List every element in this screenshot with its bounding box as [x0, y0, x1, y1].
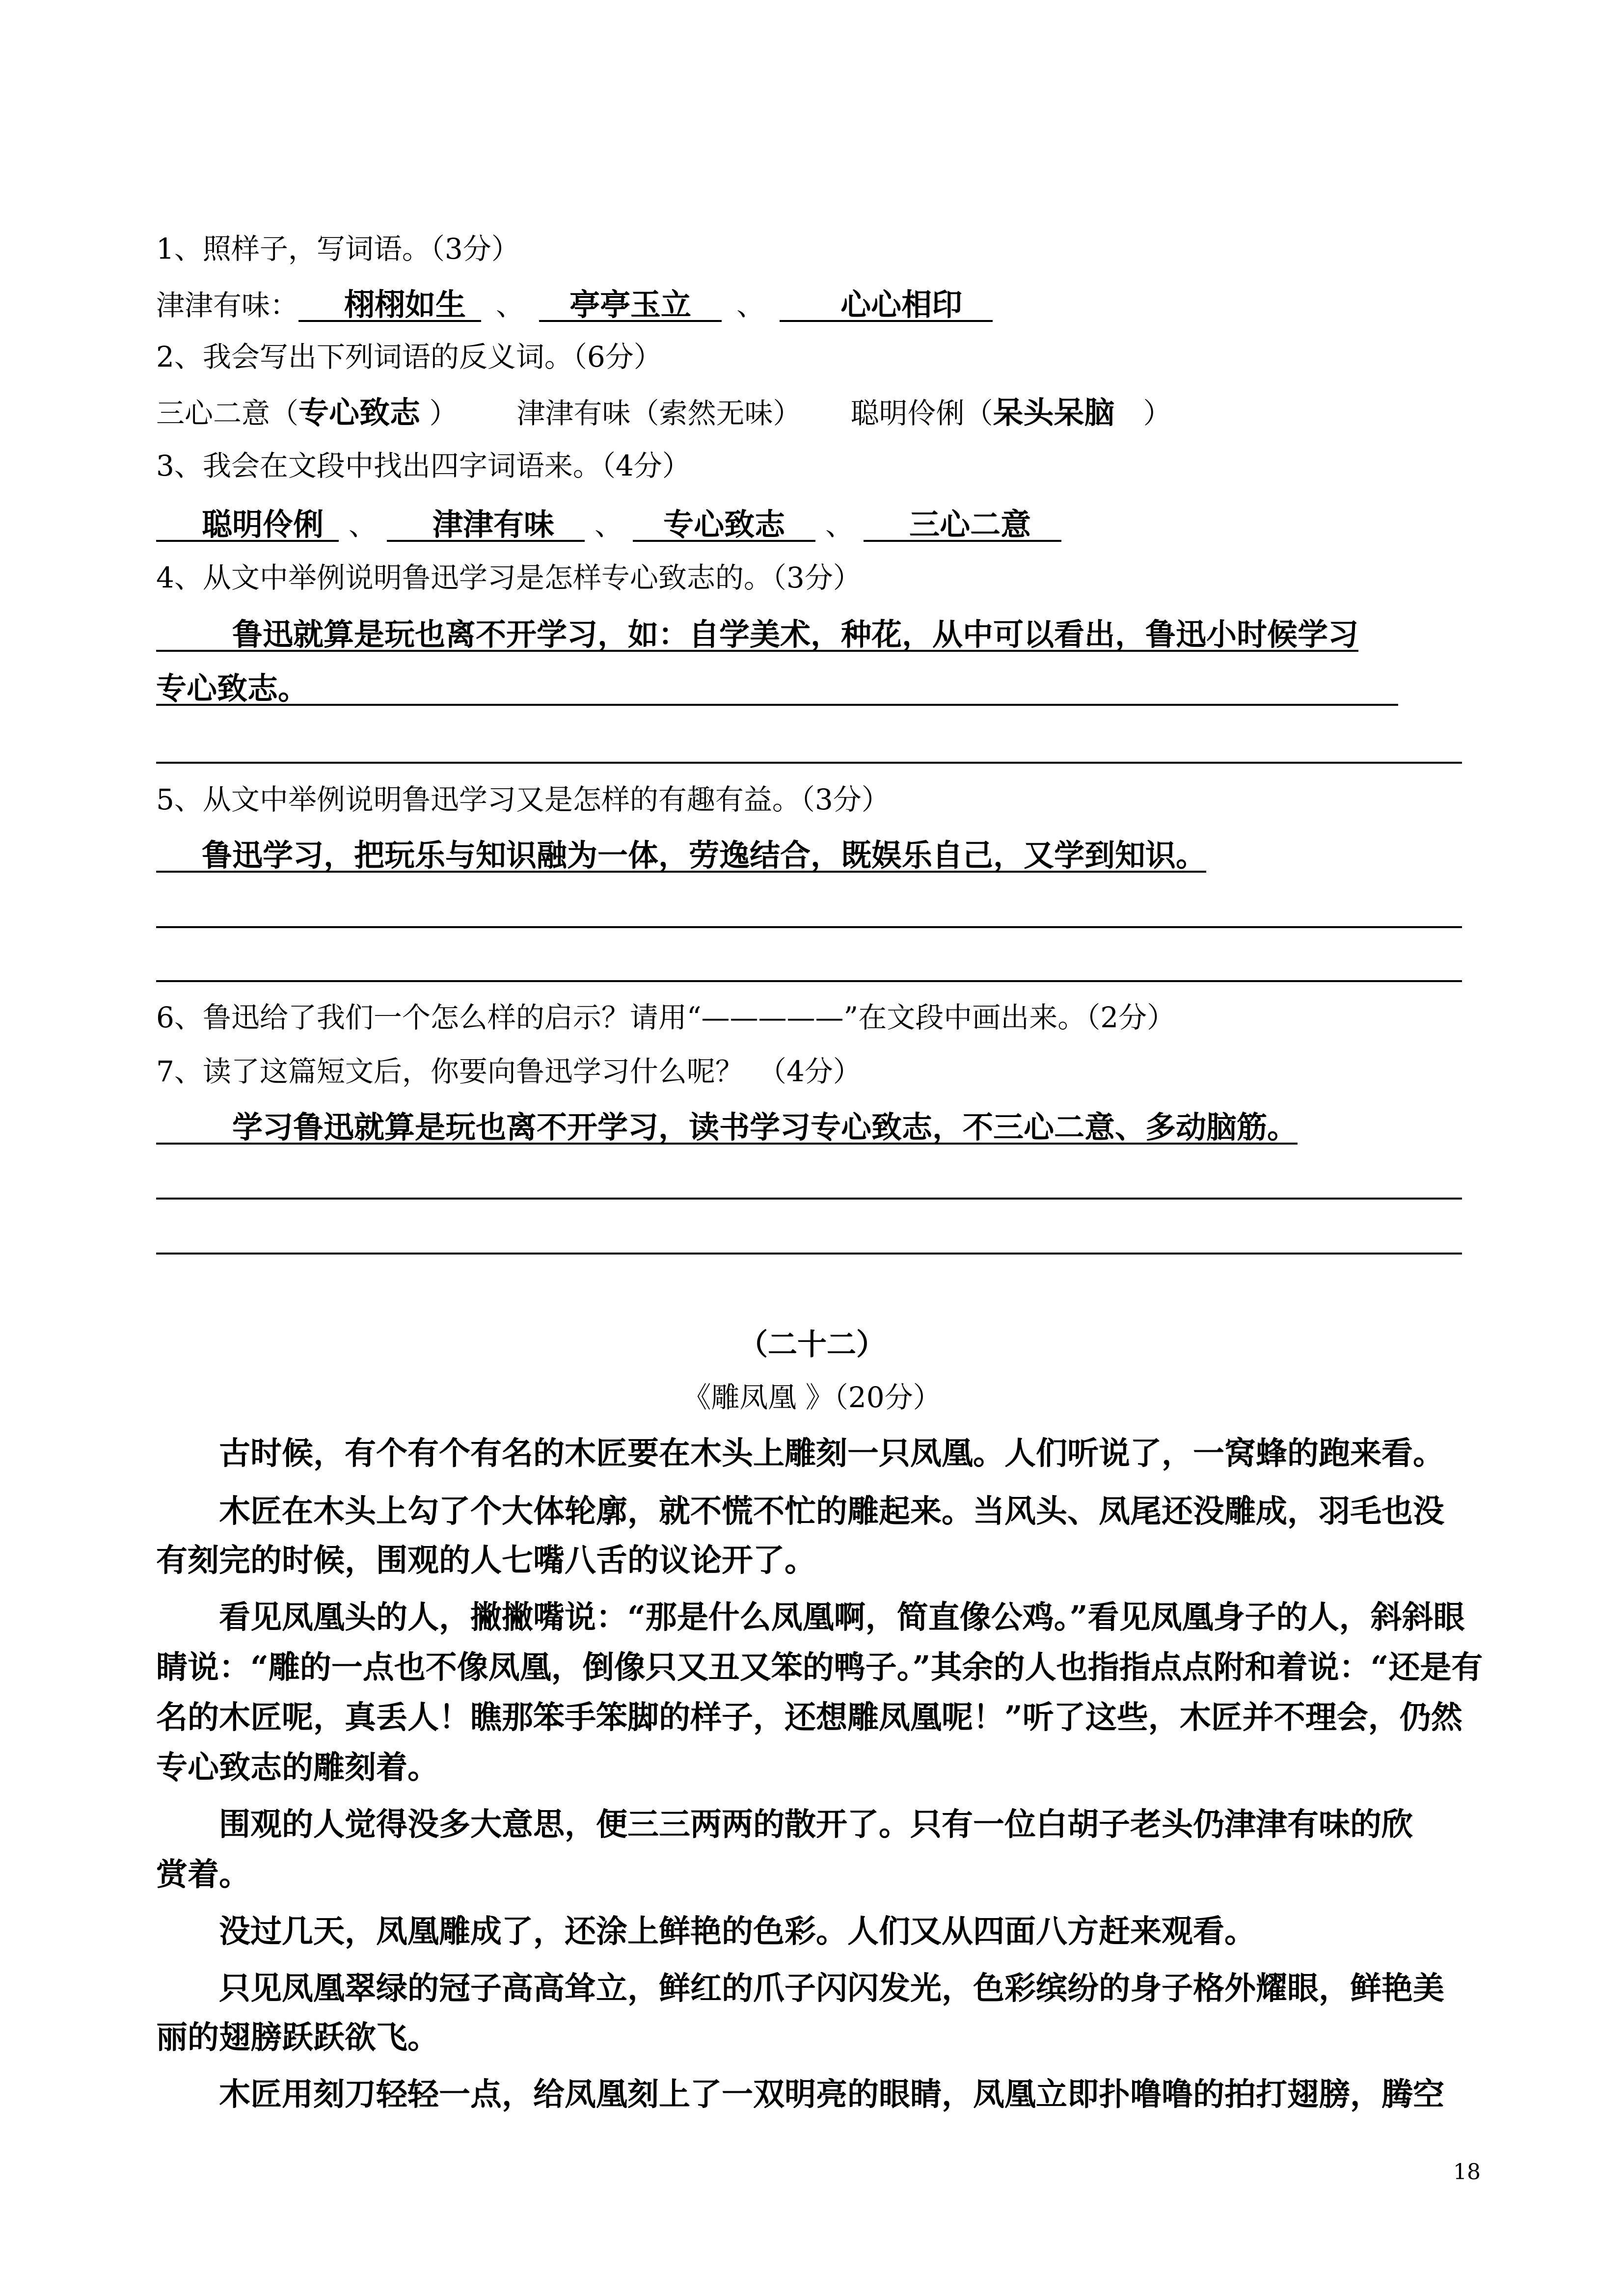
q3-answer-blank-2: 津津有味	[387, 509, 585, 542]
q7-blank-rule-1	[156, 1198, 1462, 1200]
q1-sep-1: 、	[496, 289, 525, 322]
section-title: 《雕凤凰 》（20分）	[682, 1381, 942, 1414]
q2-item-2-word: 津津有味（	[516, 397, 659, 430]
q3-sep-1: 、	[349, 508, 378, 542]
passage-line-13: 木匠用刻刀轻轻一点，给凤凰刻上了一双明亮的眼睛，凤凰立即扑噜噜的拍打翅膀，腾空	[156, 2076, 1444, 2113]
q7-blank-rule-2	[156, 1253, 1462, 1255]
q2-item-3-answer: 呆头呆脑	[993, 395, 1115, 430]
passage-line-8: 围观的人觉得没多大意思，便三三两两的散开了。只有一位白胡子老头仍津津有味的欣	[156, 1806, 1413, 1843]
q4-prompt: 4、从文中举例说明鲁迅学习是怎样专心致志的。（3分）	[156, 561, 862, 594]
passage-line-7: 专心致志的雕刻着。	[156, 1749, 439, 1786]
q3-answer-blank-1: 聪明伶俐	[156, 509, 339, 542]
q6-prompt: 6、鲁迅给了我们一个怎么样的启示？请用“—————”在文段中画出来。（2分）	[156, 1001, 1176, 1034]
passage-line-4: 看见凤凰头的人，撇撇嘴说：“那是什么凤凰啊，简直像公鸡。”看见凤凰身子的人，斜斜眼	[156, 1599, 1465, 1636]
q3-prompt: 3、我会在文段中找出四字词语来。（4分）	[156, 449, 691, 482]
q2-item-1-word: 三心二意（	[156, 397, 299, 430]
q3-sep-3: 、	[825, 508, 854, 542]
passage-line-2: 木匠在木头上勾了个大体轮廓，就不慌不忙的雕起来。当风头、凤尾还没雕成，羽毛也没	[156, 1493, 1444, 1530]
q1-sep-2: 、	[736, 289, 765, 322]
passage-line-6: 名的木匠呢，真丢人！瞧那笨手笨脚的样子，还想雕凤凰呢！”听了这些，木匠并不理会，仍然	[156, 1699, 1462, 1736]
q5-answer-line: 鲁迅学习，把玩乐与知识融为一体，劳逸结合，既娱乐自己，又学到知识。	[156, 840, 1206, 873]
q1-answer-line	[156, 287, 993, 322]
q4-answer-line-2: 专心致志。	[156, 673, 1398, 706]
q2-item-1-close: ）	[420, 397, 458, 430]
q2-answer-line	[156, 395, 1172, 430]
passage-line-1: 古时候，有个有个有名的木匠要在木头上雕刻一只凤凰。人们听说了，一窝蜂的跑来看。	[156, 1435, 1444, 1472]
q1-answer-blank-3: 心心相印	[780, 290, 993, 322]
passage-line-11: 只见凤凰翠绿的冠子高高耸立，鲜红的爪子闪闪发光，色彩缤纷的身子格外耀眼，鲜艳美	[156, 1970, 1444, 2007]
passage-line-5: 睛说：“雕的一点也不像凤凰，倒像只又丑又笨的鸭子。”其余的人也指指点点附和着说：“还是有	[156, 1649, 1483, 1686]
q1-prompt: 1、照样子，写词语。（3分）	[156, 232, 520, 266]
q5-blank-rule-1	[156, 926, 1462, 928]
q4-blank-rule	[156, 762, 1462, 764]
q3-answer-blank-3: 专心致志	[633, 509, 815, 542]
section-number: （二十二）	[738, 1328, 886, 1362]
q7-answer-line: 学习鲁迅就算是玩也离不开学习，读书学习专心致志，不三心二意、多动脑筋。	[156, 1112, 1298, 1145]
q7-prompt: 7、读了这篇短文后，你要向鲁迅学习什么呢？ （4分）	[156, 1055, 862, 1088]
passage-line-12: 丽的翅膀跃跃欲飞。	[156, 2019, 439, 2056]
q2-item-3-word: 聪明伶俐（	[850, 397, 993, 430]
q3-sep-2: 、	[595, 508, 623, 542]
q5-prompt: 5、从文中举例说明鲁迅学习又是怎样的有趣有益。（3分）	[156, 783, 890, 816]
q2-item-2-answer: 索然无味	[659, 397, 773, 430]
q2-prompt: 2、我会写出下列词语的反义词。（6分）	[156, 340, 662, 374]
passage-line-3: 有刻完的时候，围观的人七嘴八舌的议论开了。	[156, 1542, 816, 1579]
q2-item-3-close: ）	[1114, 397, 1172, 430]
q1-answer-blank-2: 亭亭玉立	[539, 290, 722, 322]
passage-line-10: 没过几天，凤凰雕成了，还涂上鲜艳的色彩。人们又从四面八方赶来观看。	[156, 1913, 1256, 1950]
passage-line-9: 赏着。	[156, 1856, 250, 1893]
q1-answer-blank-1: 栩栩如生	[298, 290, 481, 322]
page-number: 18	[1453, 2160, 1481, 2185]
q3-answer-line	[156, 509, 1061, 542]
q1-model-word: 津津有味：	[156, 289, 299, 322]
q2-item-1-answer: 专心致志	[298, 395, 421, 430]
q2-item-2-close: ）	[773, 397, 802, 430]
q4-answer-line-1: 鲁迅就算是玩也离不开学习，如：自学美术，种花，从中可以看出，鲁迅小时候学习	[156, 619, 1358, 652]
q3-answer-blank-4: 三心二意	[864, 509, 1061, 542]
q5-blank-rule-2	[156, 980, 1462, 982]
